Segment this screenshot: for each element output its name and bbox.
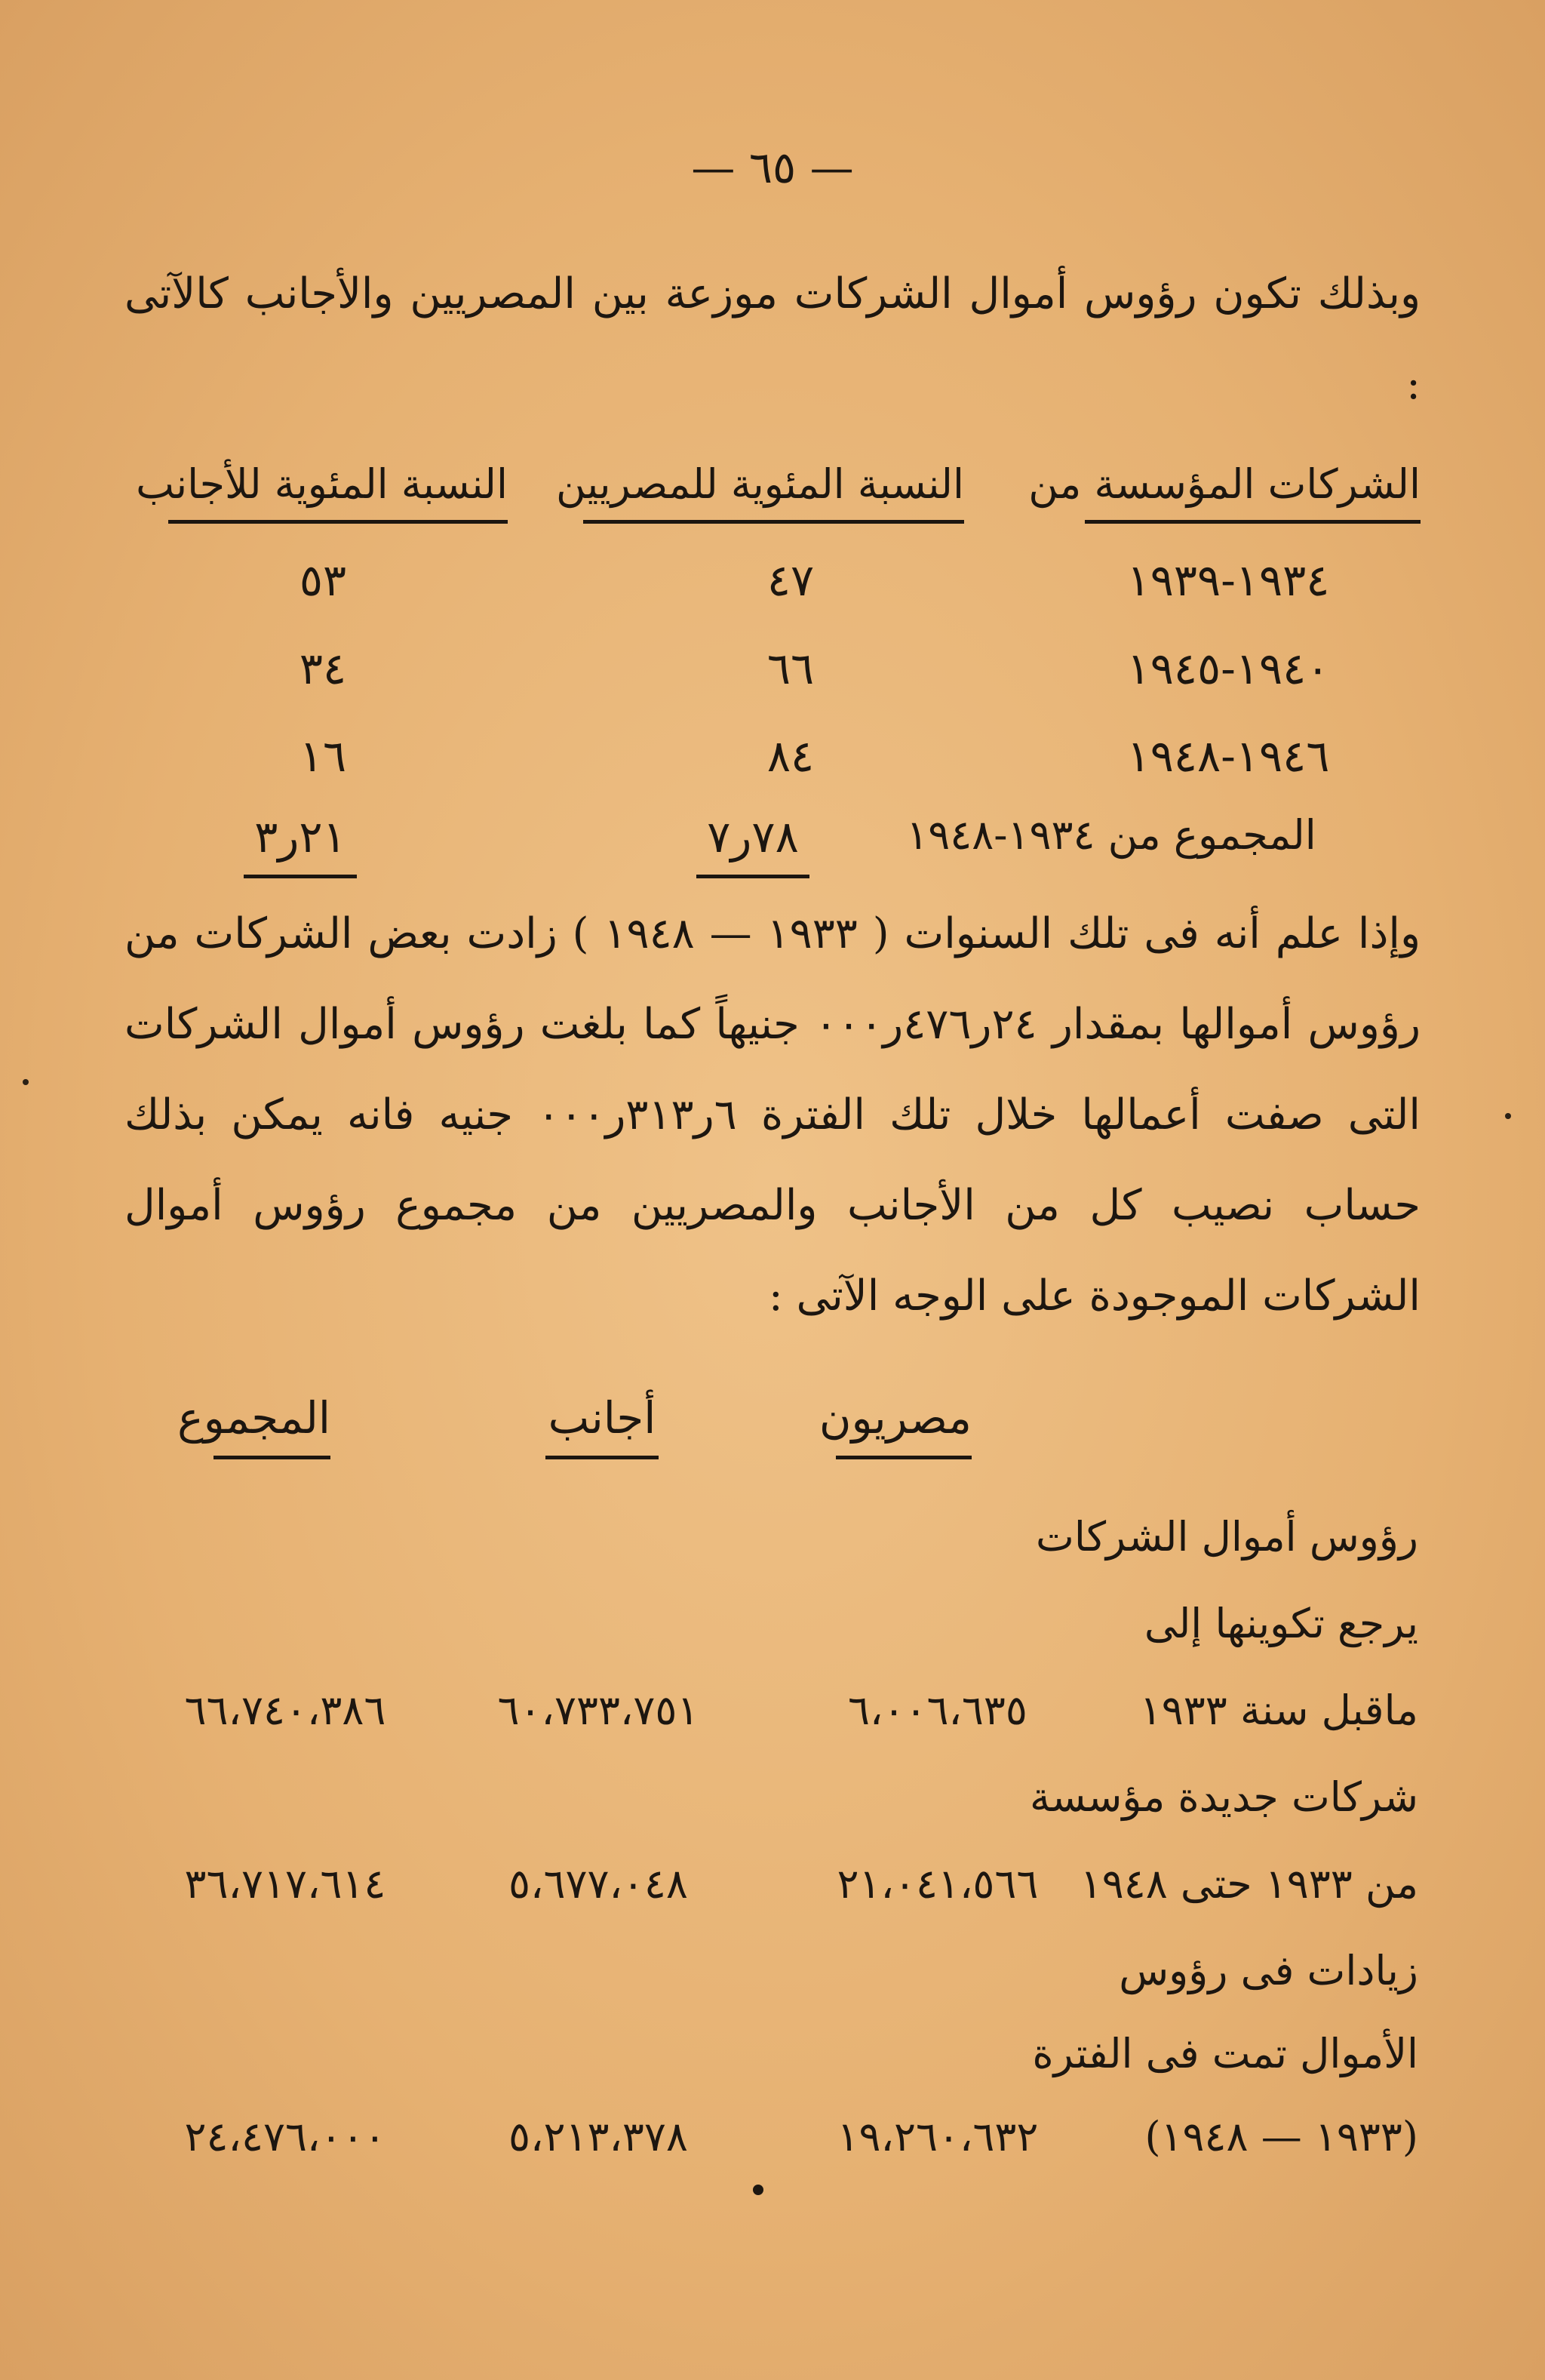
- header-egyptian-pct: النسبة المئوية للمصريين: [583, 460, 964, 524]
- page-number: — ٦٥ —: [691, 142, 854, 193]
- total-value: ٣٦،٧١٧،٦١٤: [184, 1860, 386, 1908]
- header-foreigners: أجانب: [545, 1392, 659, 1459]
- row-label-line: رؤوس أموال الشركات: [1036, 1513, 1418, 1561]
- ink-speck: [1505, 1113, 1511, 1119]
- foreigners-value: ٦٠،٧٣٣،٧٥١: [497, 1687, 699, 1734]
- total-value: ٦٦،٧٤٠،٣٨٦: [184, 1687, 386, 1734]
- egyptian-pct-cell: ٦٦: [766, 643, 815, 694]
- header-founded: الشركات المؤسسة من: [1085, 460, 1421, 524]
- total-label: المجموع من ١٩٣٤-١٩٤٨: [906, 811, 1316, 859]
- egyptian-pct-cell: ٨٤: [766, 730, 815, 782]
- egyptians-value: ٦،٠٠٦،٦٣٥: [848, 1687, 1027, 1734]
- header-foreign-pct: النسبة المئوية للأجانب: [168, 460, 508, 524]
- row-label-line: (١٩٣٣ — ١٩٤٨): [1144, 2113, 1418, 2160]
- period-cell: ١٩٣٤-١٩٣٩: [1126, 555, 1330, 606]
- egyptians-value: ٢١،٠٤١،٥٦٦: [837, 1860, 1039, 1908]
- intro-paragraph: وبذلك تكون رؤوس أموال الشركات موزعة بين المصريين والأجانب كالآتى :: [124, 269, 1421, 409]
- foreign-pct-cell: ١٦: [299, 730, 347, 782]
- row-label-line: من ١٩٣٣ حتى ١٩٤٨: [1080, 1860, 1418, 1908]
- row-label-line: شركات جديدة مؤسسة: [1030, 1773, 1418, 1821]
- egyptian-pct-cell: ٤٧: [766, 555, 815, 606]
- period-cell: ١٩٤٦-١٩٤٨: [1126, 730, 1330, 782]
- total-value: ٢٤،٤٧٦،٠٠٠: [184, 2113, 386, 2160]
- foreigners-value: ٥،٦٧٧،٠٤٨: [508, 1860, 688, 1908]
- row-label-line: زيادات فى رؤوس: [1119, 1947, 1418, 1994]
- row-label-line: الأموال تمت فى الفترة: [1032, 2030, 1418, 2077]
- total-foreign-pct: ٢١ر٣: [244, 811, 357, 878]
- period-cell: ١٩٤٠-١٩٤٥: [1126, 643, 1330, 694]
- ink-dot: [753, 2185, 763, 2195]
- total-egyptian-pct: ٧٨ر٧: [696, 811, 809, 878]
- row-label-line: يرجع تكوينها إلى: [1144, 1600, 1418, 1647]
- header-egyptians: مصريون: [836, 1392, 972, 1459]
- foreign-pct-cell: ٥٣: [299, 555, 347, 606]
- ink-speck: [23, 1079, 29, 1085]
- row-label-line: ماقبل سنة ١٩٣٣: [1139, 1687, 1418, 1734]
- egyptians-value: ١٩،٢٦٠،٦٣٢: [837, 2113, 1039, 2160]
- body-paragraph: وإذا علم أنه فى تلك السنوات ( ١٩٣٣ — ١٩٤٨ ) زادت بعض الشركات من رؤوس أموالها بمقدار ٢٤ر٤٧٦ر٠٠٠ جنيهاً كما بلغت رؤوس أموال الشركات التى صفت أعمالها خلال تلك الفترة ٦ر٣١٣ر٠٠٠ جنيه فانه يمكن بذلك حساب نصيب كل من الأجانب والمصريين من مجموع رؤوس أموال الشركات الموجودة على الوجه الآتى :: [124, 909, 1421, 1321]
- foreigners-value: ٥،٢١٣،٣٧٨: [508, 2113, 688, 2160]
- header-total: المجموع: [213, 1392, 330, 1459]
- foreign-pct-cell: ٣٤: [299, 643, 347, 694]
